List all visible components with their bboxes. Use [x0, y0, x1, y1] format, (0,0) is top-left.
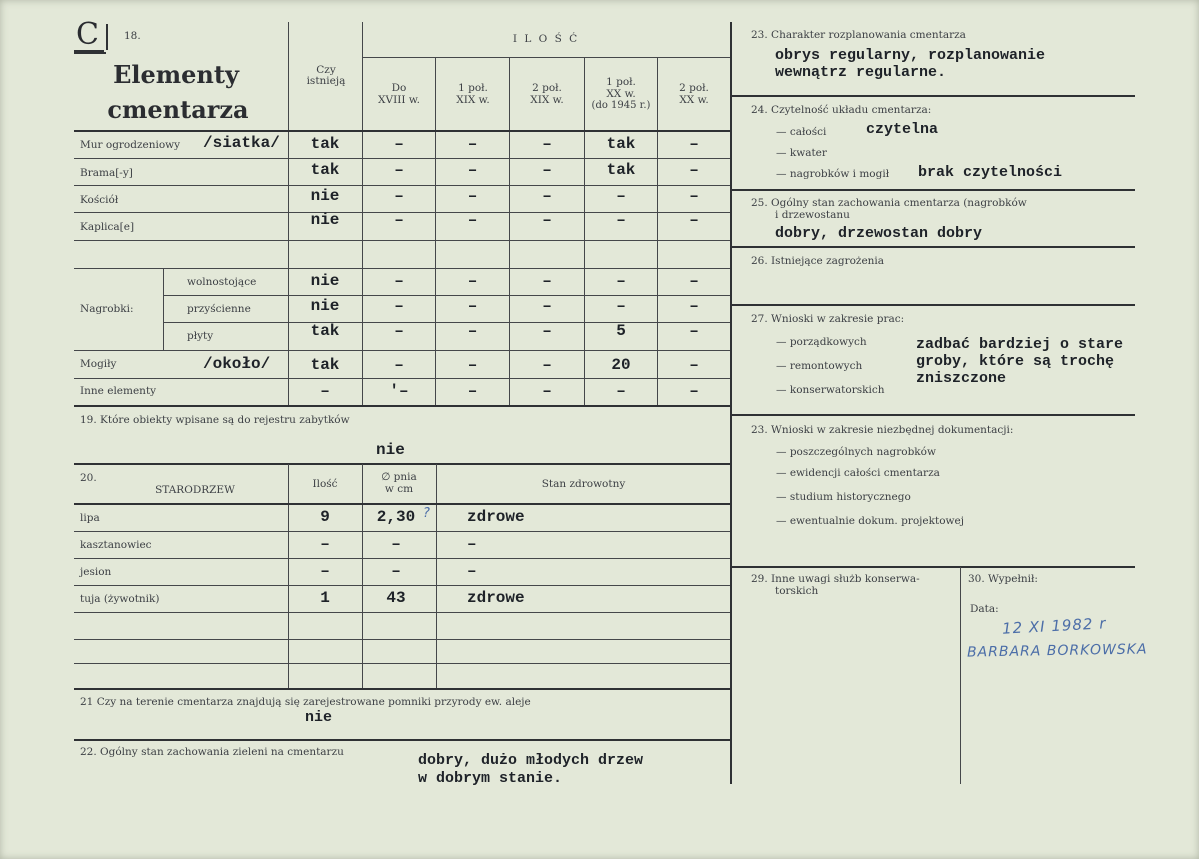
q20-col-stan: Stan zdrowotny — [541, 478, 626, 490]
period-2-b: XIX w. — [456, 94, 490, 106]
tree-name: jesion — [80, 566, 112, 578]
q27-item-remontowych: — remontowych — [776, 360, 863, 372]
value-wolno-col2: – — [467, 272, 478, 290]
period-1-a: Do — [391, 82, 407, 94]
period-4-a: 1 poł. — [606, 76, 636, 88]
value-inne-col1: '– — [389, 382, 409, 400]
value-inne-col2: – — [467, 382, 478, 400]
tree-pien: – — [391, 562, 401, 580]
q26-label: 26. Istniejące zagrożenia — [751, 255, 885, 267]
value-kaplica-col3: – — [542, 211, 552, 229]
title-line-1: Elementy — [113, 60, 239, 89]
value-kaplica-col5: – — [689, 211, 699, 229]
value-mogily-col1: – — [394, 356, 404, 374]
col-czy-istnieja-2: istnieją — [306, 75, 346, 87]
row-label-mogily: Mogiły — [80, 358, 117, 370]
value-plyty-col5: – — [689, 322, 699, 340]
row-label-kosciol: Kościół — [80, 194, 119, 206]
value-inne-col3: – — [542, 382, 552, 400]
q27-label: 27. Wnioski w zakresie prac: — [751, 313, 905, 325]
value-plyty-col3: – — [542, 322, 552, 340]
value-kosciol-col4: – — [616, 187, 626, 205]
tree-pien-mark: ? — [423, 506, 431, 521]
value-wolno-col1: – — [394, 272, 404, 290]
q24-calosci: — całości — [776, 126, 827, 138]
q27-item-porzadkowych: — porządkowych — [776, 336, 867, 348]
value-kaplica-col2: – — [467, 211, 478, 229]
value-kaplica-col0: nie — [310, 211, 340, 229]
row-note-mur: /siatka/ — [203, 134, 280, 152]
row-label-wolnostojace: wolnostojące — [187, 276, 257, 288]
q27-answer-2: groby, które są trochę — [916, 353, 1115, 370]
value-wolno-col4: – — [616, 272, 626, 290]
q30-label: 30. Wypełnił: — [968, 573, 1038, 585]
q28-item-2: — ewidencji całości cmentarza — [776, 467, 940, 479]
q22-answer-2: w dobrym stanie. — [418, 770, 563, 787]
card-letter: C — [76, 17, 99, 52]
value-inne-col5: – — [689, 382, 699, 400]
q19-answer: nie — [376, 441, 405, 459]
q19-label: 19. Które obiekty wpisane są do rejestru zabytków — [80, 414, 350, 426]
q28-item-3: — studium historycznego — [776, 491, 911, 503]
value-mogily-col3: – — [542, 356, 552, 374]
value-wolno-col5: – — [689, 272, 699, 290]
value-mur-col0: tak — [310, 135, 340, 153]
q28-label: 23. Wnioski w zakresie niezbędnej dokumentacji: — [751, 424, 1014, 436]
value-wolno-col0: nie — [310, 272, 340, 290]
value-kosciol-col1: – — [394, 187, 404, 205]
period-4-c: (do 1945 r.) — [591, 100, 651, 111]
value-kaplica-col1: – — [394, 211, 404, 229]
row-note-mogily: /około/ — [203, 355, 271, 373]
value-mogily-col2: – — [467, 356, 478, 374]
tree-name: kasztanowiec — [80, 539, 152, 551]
q23-answer-2: wewnątrz regularne. — [775, 64, 947, 81]
period-1-b: XVIII w. — [378, 94, 420, 106]
row-label-plyty: płyty — [187, 330, 214, 342]
value-brama-col5: – — [689, 161, 699, 179]
q24-label: 24. Czytelność układu cmentarza: — [751, 104, 932, 116]
value-plyty-col0: tak — [310, 322, 340, 340]
q30-date: 12 XI 1982 r — [1001, 614, 1107, 638]
value-inne-col4: – — [616, 382, 626, 400]
value-mogily-col5: – — [689, 356, 699, 374]
tree-pien: 43 — [386, 589, 406, 607]
q22-label: 22. Ogólny stan zachowania zieleni na cmentarzu — [80, 746, 344, 758]
period-3-b: XIX w. — [530, 94, 564, 106]
q27-answer-3: zniszczone — [916, 370, 1007, 387]
tree-ilosc: – — [320, 562, 330, 580]
q24-nagrobkow: — nagrobków i mogił — [776, 168, 890, 180]
value-kosciol-col5: – — [689, 187, 699, 205]
q30-filled-by: BARBARA BORKOWSKA — [966, 641, 1148, 661]
q24-nagrobkow-value: brak czytelności — [918, 164, 1063, 181]
q30-data-label: Data: — [970, 603, 999, 615]
value-mogily-col0: tak — [310, 356, 340, 374]
value-mur-col3: – — [542, 135, 552, 153]
q29-label-1: 29. Inne uwagi służb konserwa- — [751, 573, 920, 585]
q25-answer: dobry, drzewostan dobry — [775, 225, 983, 242]
q20-col-pnia-2: w cm — [384, 483, 414, 495]
value-brama-col1: – — [394, 161, 404, 179]
value-przysc-col0: nie — [310, 297, 340, 315]
row-label-inne: Inne elementy — [80, 385, 157, 397]
value-przysc-col2: – — [467, 297, 478, 315]
tree-stan: – — [467, 562, 477, 580]
value-kosciol-col0: nie — [310, 187, 340, 205]
value-mur-col2: – — [467, 135, 478, 153]
value-inne-col0: – — [320, 382, 330, 400]
row-label-przyscienne: przyścienne — [187, 303, 251, 315]
q22-answer-1: dobry, dużo młodych drzew — [418, 752, 644, 769]
value-mur-col5: – — [689, 135, 699, 153]
q20-number: 20. — [80, 472, 97, 484]
tree-stan: – — [467, 535, 477, 553]
value-wolno-col3: – — [542, 272, 552, 290]
q20-col-ilosc: Ilość — [312, 478, 338, 490]
period-4-b: XX w. — [606, 88, 636, 100]
tree-ilosc: 1 — [320, 589, 330, 607]
tree-name: lipa — [80, 512, 100, 524]
value-brama-col2: – — [467, 161, 478, 179]
period-3-a: 2 poł. — [532, 82, 562, 94]
tree-pien: 2,30 — [376, 508, 416, 526]
q20-col-pnia-1: ∅ pnia — [381, 471, 417, 483]
q24-kwater: — kwater — [776, 147, 827, 159]
value-kaplica-col4: – — [616, 211, 626, 229]
q28-item-4: — ewentualnie dokum. projektowej — [776, 515, 964, 527]
tree-pien: – — [391, 535, 401, 553]
value-plyty-col4: 5 — [616, 322, 626, 340]
value-kosciol-col3: – — [542, 187, 552, 205]
tree-stan: zdrowe — [467, 508, 525, 526]
tree-name: tuja (żywotnik) — [80, 593, 160, 605]
value-mur-col4: tak — [606, 135, 636, 153]
col-ilosc: I L O Ś Ć — [512, 33, 580, 45]
value-brama-col4: tak — [606, 161, 636, 179]
q20-title: STARODRZEW — [155, 484, 235, 496]
value-przysc-col3: – — [542, 297, 552, 315]
tree-stan: zdrowe — [467, 589, 525, 607]
q27-item-konserwatorskich: — konserwatorskich — [776, 384, 885, 396]
period-5-b: XX w. — [679, 94, 709, 106]
q23-answer-1: obrys regularny, rozplanowanie — [775, 47, 1046, 64]
row-label-nagrobki: Nagrobki: — [80, 303, 134, 315]
q29-label-2: torskich — [775, 585, 819, 597]
q28-item-1: — poszczególnych nagrobków — [776, 446, 936, 458]
value-przysc-col4: – — [616, 297, 626, 315]
tree-ilosc: 9 — [320, 508, 330, 526]
value-brama-col0: tak — [310, 161, 340, 179]
q24-calosci-value: czytelna — [866, 121, 939, 138]
row-label-mur: Mur ogrodzeniowy — [80, 139, 181, 151]
q25-label-2: i drzewostanu — [775, 209, 850, 221]
period-5-a: 2 poł. — [679, 82, 709, 94]
value-mur-col1: – — [394, 135, 404, 153]
period-2-a: 1 poł. — [458, 82, 488, 94]
section-number-18: 18. — [124, 30, 141, 42]
col-czy-istnieja-1: Czy — [316, 64, 336, 76]
title-line-2: cmentarza — [107, 95, 249, 124]
q27-answer-1: zadbać bardziej o stare — [916, 336, 1124, 353]
q21-label: 21 Czy na terenie cmentarza znajdują się zarejestrowane pomniki przyrody ew. aleje — [80, 696, 531, 708]
row-label-brama: Brama[-y] — [80, 167, 133, 179]
q21-answer: nie — [305, 709, 333, 726]
value-przysc-col5: – — [689, 297, 699, 315]
row-label-kaplica: Kaplica[e] — [80, 221, 135, 233]
tree-ilosc: – — [320, 535, 330, 553]
value-kosciol-col2: – — [467, 187, 478, 205]
q25-label-1: 25. Ogólny stan zachowania cmentarza (nagrobków — [751, 197, 1027, 209]
value-mogily-col4: 20 — [611, 356, 631, 374]
value-plyty-col1: – — [394, 322, 404, 340]
value-brama-col3: – — [542, 161, 552, 179]
q23-label: 23. Charakter rozplanowania cmentarza — [751, 29, 966, 41]
value-plyty-col2: – — [467, 322, 478, 340]
value-przysc-col1: – — [394, 297, 404, 315]
